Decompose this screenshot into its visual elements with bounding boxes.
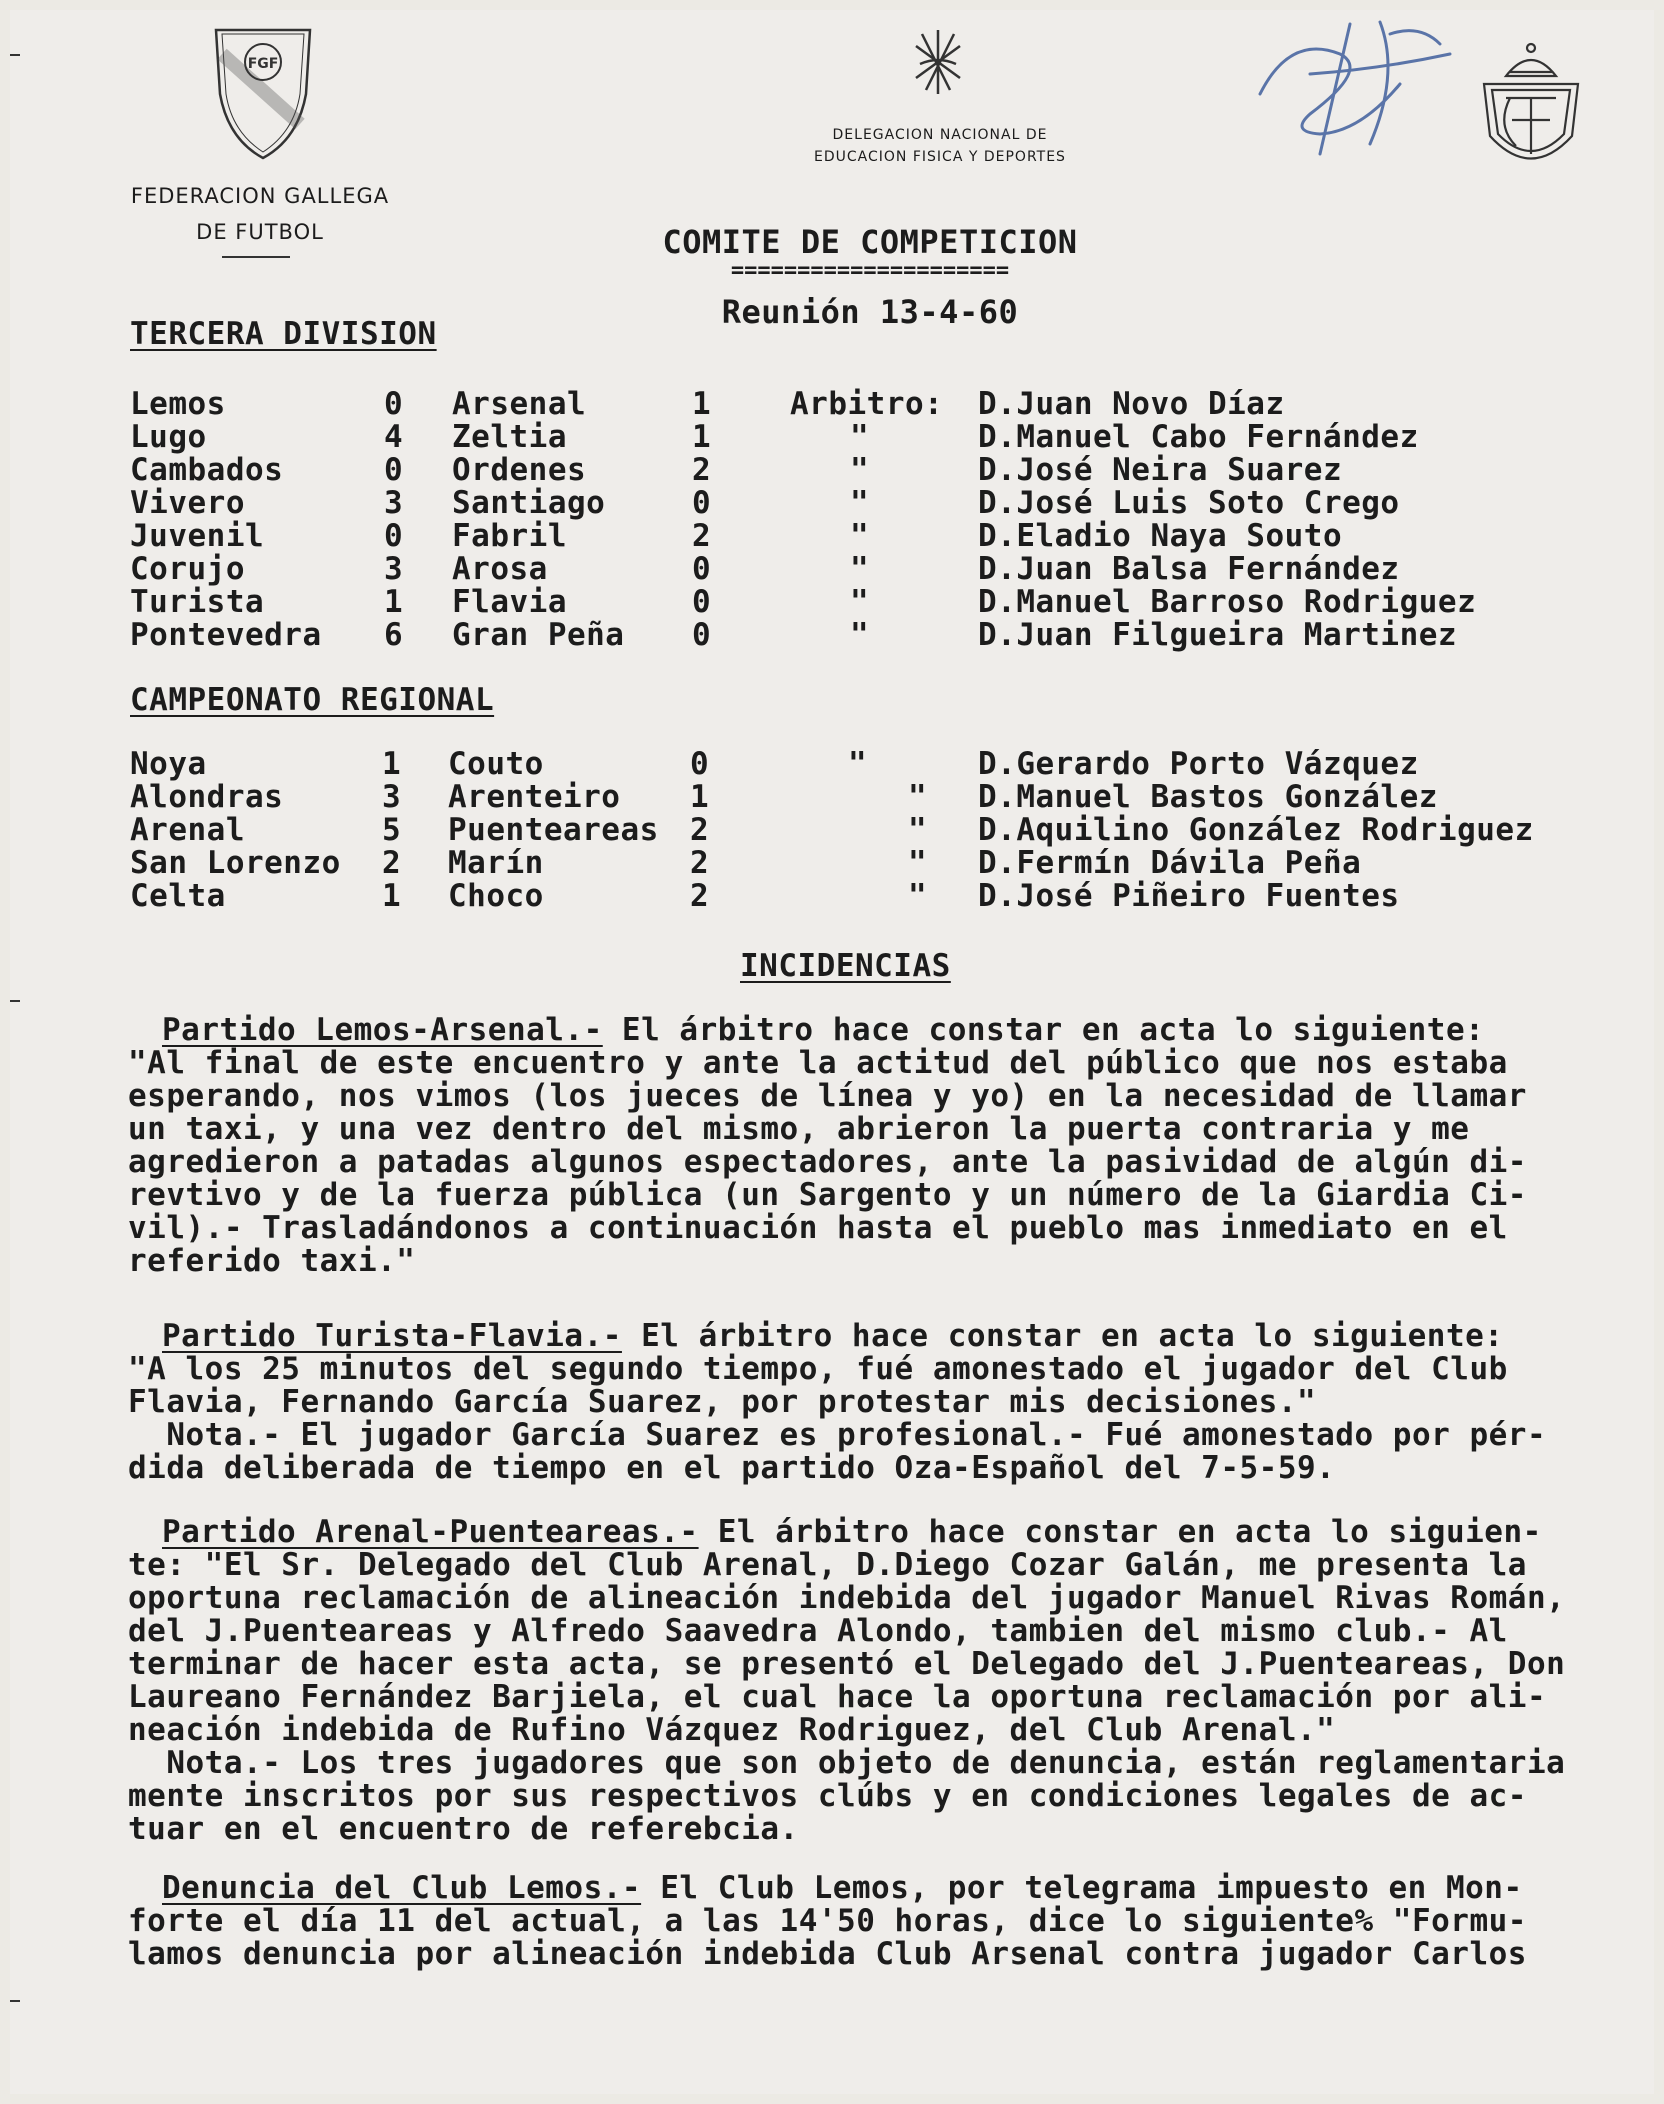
- incident-text-line: un taxi, y una vez dentro del mismo, abrieron la puerta contraria y me: [128, 1111, 1470, 1147]
- home-goals: 0: [384, 452, 404, 488]
- referee-name: D.Manuel Bastos González: [978, 779, 1438, 815]
- home-goals: 4: [384, 419, 404, 455]
- away-goals: 2: [690, 812, 710, 848]
- margin-mark: [10, 54, 20, 56]
- incident-text-line: revtivo y de la fuerza pública (un Sargento y un número de la Giardia Ci-: [128, 1177, 1527, 1213]
- referee-label: Arbitro:: [790, 386, 944, 422]
- referee-label: ": [908, 779, 928, 815]
- paragraph-first-line: [128, 1014, 1648, 1047]
- match-row: [130, 520, 1650, 553]
- home-team: Noya: [130, 746, 207, 782]
- margin-mark: [10, 2000, 20, 2002]
- home-goals: 1: [384, 584, 404, 620]
- match-row: [128, 814, 1648, 847]
- away-team: Arosa: [452, 551, 548, 587]
- home-goals: 0: [384, 518, 404, 554]
- match-row: [130, 421, 1650, 454]
- incident-text: El árbitro hace constar en acta lo siguiente:: [621, 1318, 1504, 1354]
- incident-text-line: Flavia, Fernando García Suarez, por protestar mis decisiones.": [128, 1384, 1317, 1420]
- incident-text-line: lamos denuncia por alineación indebida Club Arsenal contra jugador Carlos: [128, 1936, 1527, 1972]
- home-team: Turista: [130, 584, 265, 620]
- away-goals: 1: [692, 419, 712, 455]
- home-team: Alondras: [130, 779, 284, 815]
- referee-label: ": [848, 746, 868, 782]
- home-goals: 1: [382, 746, 402, 782]
- home-goals: 3: [384, 485, 404, 521]
- away-team: Santiago: [452, 485, 606, 521]
- referee-name: D.Fermín Dávila Peña: [978, 845, 1362, 881]
- match-row: [128, 880, 1648, 913]
- home-team: Juvenil: [130, 518, 265, 554]
- match-row: [130, 553, 1650, 586]
- incident-paragraph: [128, 1014, 1648, 1278]
- incident-text-line: neación indebida de Rufino Vázquez Rodriguez, del Club Arenal.": [128, 1712, 1336, 1748]
- home-team: Celta: [130, 878, 226, 914]
- match-row: [130, 619, 1650, 652]
- home-goals: 1: [382, 878, 402, 914]
- home-team: Corujo: [130, 551, 245, 587]
- away-goals: 2: [690, 845, 710, 881]
- delegation-name: DELEGACION NACIONAL DE EDUCACION FISICA Y DEPORTES: [814, 127, 1066, 165]
- margin-mark: [10, 1000, 20, 1002]
- away-team: Arenteiro: [448, 779, 621, 815]
- referee-name: D.Gerardo Porto Vázquez: [978, 746, 1419, 782]
- incident-text-line: "Al final de este encuentro y ante la actitud del público que nos estaba: [128, 1045, 1508, 1081]
- section-campeonato-regional: CAMPEONATO REGIONAL: [130, 682, 495, 718]
- referee-label: ": [850, 584, 870, 620]
- away-goals: 0: [692, 617, 712, 653]
- incident-text-line: oportuna reclamación de alineación indebida del jugador Manuel Rivas Román,: [128, 1580, 1566, 1616]
- yoke-and-arrows-emblem: [910, 28, 966, 98]
- away-team: Choco: [448, 878, 544, 914]
- incident-text-line: mente inscritos por sus respectivos clúbs y en condiciones legales de ac-: [128, 1778, 1527, 1814]
- incident-text-line: agredieron a patadas algunos espectadores, ante la pasividad de algún di-: [128, 1144, 1527, 1180]
- match-row: [128, 781, 1648, 814]
- home-team: Lugo: [130, 419, 207, 455]
- away-goals: 1: [692, 386, 712, 422]
- incident-text-line: tuar en el encuentro de referebcia.: [128, 1811, 799, 1847]
- away-team: Ordenes: [452, 452, 587, 488]
- away-goals: 0: [690, 746, 710, 782]
- referee-label: ": [850, 419, 870, 455]
- home-goals: 6: [384, 617, 404, 653]
- match-row: [130, 454, 1650, 487]
- home-goals: 2: [382, 845, 402, 881]
- paragraph-first-line: [128, 1516, 1648, 1549]
- home-team: Lemos: [130, 386, 226, 422]
- referee-name: D.Aquilino González Rodriguez: [978, 812, 1534, 848]
- federation-name: FEDERACION GALLEGA DE FUTBOL: [130, 184, 390, 244]
- home-team: San Lorenzo: [130, 845, 341, 881]
- match-row: [130, 388, 1650, 421]
- referee-label: ": [908, 878, 928, 914]
- referee-name: D.José Luis Soto Crego: [978, 485, 1400, 521]
- referee-name: D.José Piñeiro Fuentes: [978, 878, 1400, 914]
- referee-name: D.Juan Novo Díaz: [978, 386, 1285, 422]
- away-goals: 2: [692, 452, 712, 488]
- handwritten-signature: [1250, 14, 1470, 164]
- section-tercera-division: TERCERA DIVISION: [130, 316, 437, 352]
- away-team: Flavia: [452, 584, 567, 620]
- home-team: Vivero: [130, 485, 245, 521]
- incident-text-line: del J.Puenteareas y Alfredo Saavedra Alondo, tambien del mismo club.- Al: [128, 1613, 1508, 1649]
- paragraph-first-line: [128, 1320, 1648, 1353]
- away-team: Zeltia: [452, 419, 567, 455]
- document-page: [10, 10, 1654, 2094]
- crowned-badge-emblem: [1476, 36, 1586, 186]
- section-incidencias: INCIDENCIAS: [740, 948, 951, 984]
- federation-rule: [222, 256, 290, 258]
- incident-text-line: te: "El Sr. Delegado del Club Arenal, D.Diego Cozar Galán, me presenta la: [128, 1547, 1527, 1583]
- away-team: Couto: [448, 746, 544, 782]
- match-row: [128, 748, 1648, 781]
- away-team: Gran Peña: [452, 617, 625, 653]
- referee-label: ": [850, 452, 870, 488]
- incident-text: El árbitro hace constar en acta lo siguien-: [698, 1514, 1542, 1550]
- away-team: Fabril: [452, 518, 567, 554]
- away-goals: 0: [692, 551, 712, 587]
- incident-text-line: dida deliberada de tiempo en el partido Oza-Español del 7-5-59.: [128, 1450, 1336, 1486]
- incident-text-line: forte el día 11 del actual, a las 14'50 horas, dice lo siguiente% "Formu-: [128, 1903, 1527, 1939]
- home-goals: 3: [384, 551, 404, 587]
- incident-text: El Club Lemos, por telegrama impuesto en Mon-: [641, 1870, 1523, 1906]
- committee-title: COMITE DE COMPETICION: [662, 223, 1078, 261]
- incident-paragraph: [128, 1516, 1648, 1846]
- away-goals: 1: [690, 779, 710, 815]
- referee-name: D.Juan Balsa Fernández: [978, 551, 1400, 587]
- referee-name: D.Manuel Barroso Rodriguez: [978, 584, 1477, 620]
- referee-label: ": [908, 845, 928, 881]
- home-goals: 3: [382, 779, 402, 815]
- away-goals: 2: [690, 878, 710, 914]
- away-goals: 0: [692, 584, 712, 620]
- referee-label: ": [850, 518, 870, 554]
- referee-label: ": [850, 617, 870, 653]
- incident-text-line: "A los 25 minutos del segundo tiempo, fué amonestado el jugador del Club: [128, 1351, 1508, 1387]
- incident-text-line: terminar de hacer esta acta, se presentó el Delegado del J.Puenteareas, Don: [128, 1646, 1566, 1682]
- incident-heading: Partido Lemos-Arsenal.-: [162, 1012, 603, 1048]
- meeting-date: Reunión 13-4-60: [721, 293, 1019, 331]
- referee-label: ": [850, 551, 870, 587]
- away-team: Marín: [448, 845, 544, 881]
- incident-text: El árbitro hace constar en acta lo siguiente:: [602, 1012, 1485, 1048]
- away-goals: 2: [692, 518, 712, 554]
- away-goals: 0: [692, 485, 712, 521]
- incident-text-line: Nota.- El jugador García Suarez es profesional.- Fué amonestado por pér-: [128, 1417, 1547, 1453]
- svg-text:FGF: FGF: [247, 56, 279, 72]
- incident-text-line: vil).- Trasladándonos a continuación hasta el pueblo mas inmediato en el: [128, 1210, 1508, 1246]
- title-rule: =====================: [730, 258, 1010, 283]
- referee-name: D.Manuel Cabo Fernández: [978, 419, 1419, 455]
- incident-text-line: Laureano Fernández Barjiela, el cual hace la oportuna reclamación por ali-: [128, 1679, 1547, 1715]
- incident-paragraph: [128, 1320, 1648, 1485]
- referee-name: D.Eladio Naya Souto: [978, 518, 1343, 554]
- home-goals: 0: [384, 386, 404, 422]
- paragraph-first-line: [128, 1872, 1648, 1905]
- away-team: Arsenal: [452, 386, 587, 422]
- match-row: [130, 586, 1650, 619]
- incident-text-line: referido taxi.": [128, 1243, 416, 1279]
- incident-heading: Denuncia del Club Lemos.-: [162, 1870, 642, 1906]
- home-team: Cambados: [130, 452, 284, 488]
- incident-paragraph: [128, 1872, 1648, 1971]
- home-team: Arenal: [130, 812, 245, 848]
- referee-label: ": [908, 812, 928, 848]
- home-goals: 5: [382, 812, 402, 848]
- referee-label: ": [850, 485, 870, 521]
- incident-heading: Partido Arenal-Puenteareas.-: [162, 1514, 699, 1550]
- incident-text-line: Nota.- Los tres jugadores que son objeto de denuncia, están reglamentaria: [128, 1745, 1566, 1781]
- incident-heading: Partido Turista-Flavia.-: [162, 1318, 622, 1354]
- referee-name: D.Juan Filgueira Martinez: [978, 617, 1458, 653]
- match-row: [130, 487, 1650, 520]
- away-team: Puenteareas: [448, 812, 659, 848]
- match-row: [128, 847, 1648, 880]
- federation-shield-logo: [208, 24, 318, 164]
- incident-text-line: esperando, nos vimos (los jueces de línea y yo) en la necesidad de llamar: [128, 1078, 1527, 1114]
- home-team: Pontevedra: [130, 617, 322, 653]
- referee-name: D.José Neira Suarez: [978, 452, 1343, 488]
